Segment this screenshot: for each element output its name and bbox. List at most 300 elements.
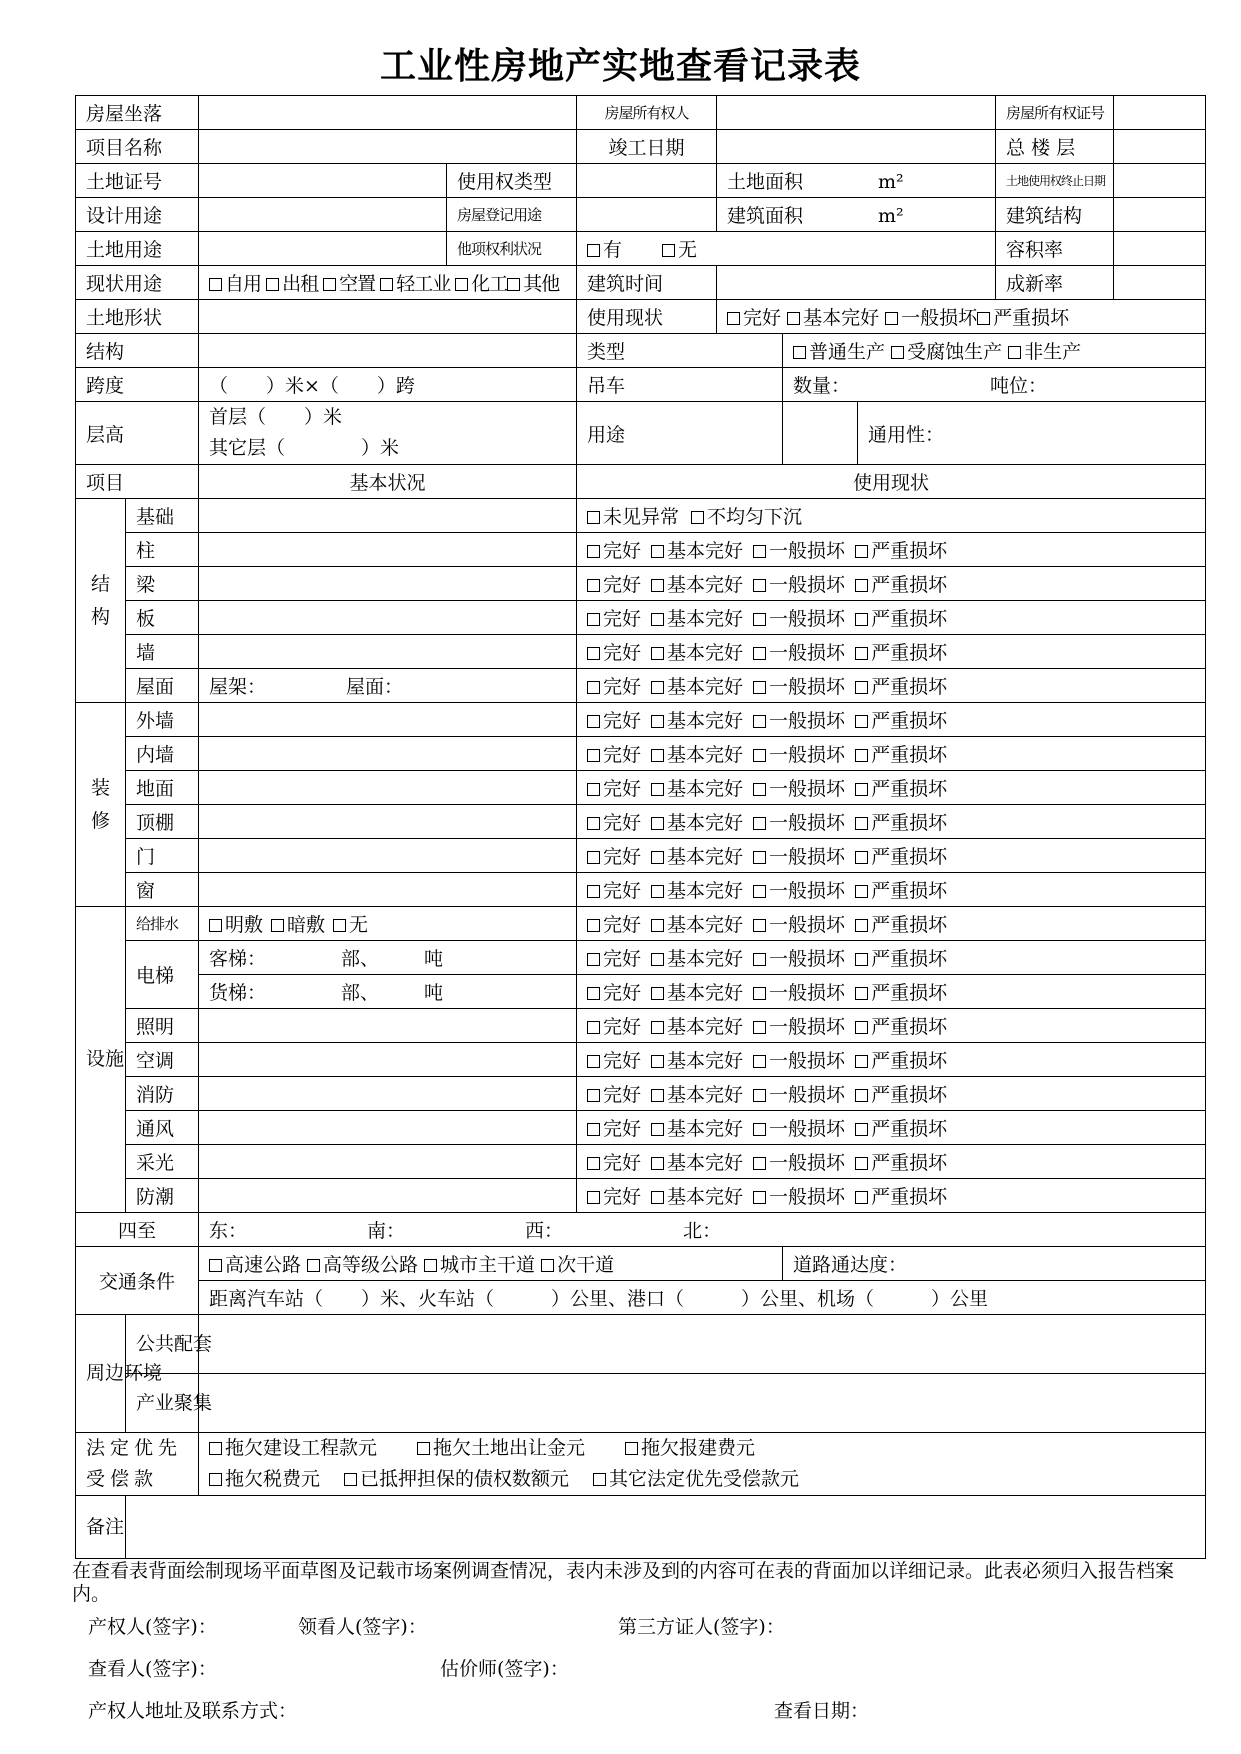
- item-basic-status[interactable]: [199, 737, 577, 771]
- checkbox-option[interactable]: 已抵押担保的债权数额元: [344, 1468, 569, 1490]
- checkbox-option[interactable]: 一般损坏: [753, 1016, 845, 1038]
- item-basic-status[interactable]: [199, 839, 577, 873]
- value-remarks[interactable]: [126, 1496, 1206, 1559]
- checkbox-option[interactable]: 一般损坏: [753, 880, 845, 902]
- checkbox-option[interactable]: 基本完好: [651, 812, 743, 834]
- item-label-decoration: 外墙: [126, 703, 199, 737]
- checkbox-option[interactable]: 严重损坏: [855, 1016, 947, 1038]
- owner-signature[interactable]: 产权人(签字)：: [88, 1616, 217, 1638]
- options-traffic: [199, 1247, 783, 1281]
- checkbox-icon: [587, 919, 600, 932]
- checkbox-icon: [587, 783, 600, 796]
- checkbox-option[interactable]: 其它法定优先受偿款元: [593, 1468, 799, 1490]
- item-basic-status[interactable]: [199, 601, 577, 635]
- checkbox-icon: [787, 312, 800, 325]
- checkbox-icon: [977, 312, 990, 325]
- checkbox-option[interactable]: 完好: [587, 1016, 641, 1038]
- checkbox-icon: [855, 817, 868, 830]
- checkbox-icon: [855, 579, 868, 592]
- condition-options: [577, 1043, 1206, 1077]
- label-completion-date: 竣工日期: [577, 130, 717, 164]
- checkbox-icon: [271, 919, 284, 932]
- checkbox-icon: [855, 783, 868, 796]
- item-basic-status[interactable]: [199, 567, 577, 601]
- checkbox-option[interactable]: 完好: [587, 676, 641, 698]
- witness-signature[interactable]: 第三方证人(签字)：: [618, 1616, 785, 1638]
- checkbox-icon: [855, 1055, 868, 1068]
- checkbox-option[interactable]: 完好: [587, 812, 641, 834]
- checkbox-option[interactable]: 一般损坏: [753, 948, 845, 970]
- label-traffic: 交通条件: [76, 1247, 199, 1315]
- checkbox-icon: [855, 953, 868, 966]
- item-basic-status[interactable]: [199, 499, 577, 533]
- checkbox-option[interactable]: 一般损坏: [753, 710, 845, 732]
- value-land-shape[interactable]: [199, 300, 577, 334]
- checkbox-option[interactable]: 一般损坏: [753, 1152, 845, 1174]
- checkbox-option[interactable]: 基本完好: [651, 676, 743, 698]
- label-usage: 用途: [577, 402, 783, 465]
- checkbox-option[interactable]: 基本完好: [651, 574, 743, 596]
- checkbox-icon: [753, 681, 766, 694]
- value-land-use[interactable]: [199, 232, 447, 266]
- item-basic-status[interactable]: 货梯： 部、 吨: [199, 975, 577, 1009]
- label-boundaries: 四至: [76, 1213, 199, 1247]
- checkbox-option[interactable]: 基本完好: [651, 1084, 743, 1106]
- checkbox-icon: [855, 987, 868, 1000]
- item-basic-status[interactable]: [199, 1009, 577, 1043]
- checkbox-option[interactable]: 完好: [587, 846, 641, 868]
- value-right-type[interactable]: [577, 164, 717, 198]
- label-generality: 通用性：: [858, 402, 1206, 465]
- checkbox-option[interactable]: 严重损坏: [855, 574, 947, 596]
- checkbox-option[interactable]: 一般损坏: [753, 1050, 845, 1072]
- checkbox-icon: [417, 1442, 430, 1455]
- checkbox-option[interactable]: 基本完好: [651, 744, 743, 766]
- condition-options: [577, 1179, 1206, 1213]
- item-basic-status[interactable]: [199, 533, 577, 567]
- checkbox-option[interactable]: 完好: [587, 948, 641, 970]
- road-access[interactable]: 道路通达度：: [783, 1247, 1206, 1281]
- condition-options: [577, 703, 1206, 737]
- label-design-use: 设计用途: [76, 198, 199, 232]
- checkbox-option[interactable]: 其他: [507, 273, 559, 295]
- checkbox-option[interactable]: 轻工业: [380, 273, 450, 295]
- item-basic-status[interactable]: [199, 907, 577, 941]
- item-label-structure: 墙: [126, 635, 199, 669]
- item-label-surrounding: 公共配套: [126, 1315, 199, 1374]
- value-cert-no[interactable]: [1114, 96, 1206, 130]
- item-basic-status[interactable]: [199, 1111, 577, 1145]
- checkbox-option[interactable]: 城市主干道: [424, 1254, 535, 1276]
- checkbox-option[interactable]: 基本完好: [651, 846, 743, 868]
- item-label-facility: 空调: [126, 1043, 199, 1077]
- checkbox-option[interactable]: 基本完好: [651, 880, 743, 902]
- inspector-signature[interactable]: 查看人(签字)：: [88, 1658, 217, 1680]
- checkbox-icon: [651, 1191, 664, 1204]
- checkbox-option[interactable]: 完好: [587, 574, 641, 596]
- checkbox-icon: [587, 1123, 600, 1136]
- section-label-decoration: 装修: [76, 703, 126, 907]
- checkbox-icon: [753, 987, 766, 1000]
- checkbox-option[interactable]: 一般损坏: [753, 744, 845, 766]
- item-label-decoration: 窗: [126, 873, 199, 907]
- label-item-header: 项目: [76, 465, 199, 499]
- checkbox-option[interactable]: 严重损坏: [855, 846, 947, 868]
- label-crane: 吊车: [577, 368, 783, 402]
- checkbox-option[interactable]: 一般损坏: [753, 982, 845, 1004]
- condition-options: [577, 1077, 1206, 1111]
- checkbox-icon: [753, 647, 766, 660]
- checkbox-option[interactable]: 一般损坏: [753, 574, 845, 596]
- unit-sqm: m²: [878, 171, 904, 193]
- checkbox-option[interactable]: 一般损坏: [753, 540, 845, 562]
- checkbox-icon: [651, 1055, 664, 1068]
- checkbox-icon: [855, 545, 868, 558]
- checkbox-icon: [307, 1259, 320, 1272]
- value-project-name[interactable]: [199, 130, 577, 164]
- label-remarks: 备注: [76, 1496, 126, 1559]
- checkbox-icon: [855, 715, 868, 728]
- value-surrounding[interactable]: [199, 1374, 1206, 1433]
- checkbox-option[interactable]: 完好: [727, 307, 781, 329]
- checkbox-icon: [587, 987, 600, 1000]
- checkbox-option[interactable]: 完好: [587, 1152, 641, 1174]
- checkbox-icon: [651, 613, 664, 626]
- item-basic-status[interactable]: [199, 1077, 577, 1111]
- checkbox-option[interactable]: 完好: [587, 914, 641, 936]
- checkbox-option[interactable]: 普通生产: [793, 341, 885, 363]
- checkbox-option[interactable]: 基本完好: [651, 642, 743, 664]
- building-area-cell[interactable]: [717, 198, 996, 232]
- value-distances[interactable]: 距离汽车站（ ）米、火车站（ ）公里、港口（ ）公里、机场（ ）公里: [199, 1281, 1206, 1315]
- condition-options: [577, 567, 1206, 601]
- checkbox-icon: [507, 278, 520, 291]
- condition-options: [577, 1009, 1206, 1043]
- label-land-cert: 土地证号: [76, 164, 199, 198]
- section-label-facility: 设施: [76, 907, 126, 1213]
- label-current-use: 现状用途: [76, 266, 199, 300]
- checkbox-option[interactable]: 一般损坏: [753, 676, 845, 698]
- item-basic-status[interactable]: [199, 1043, 577, 1077]
- checkbox-icon: [587, 511, 600, 524]
- checkbox-option[interactable]: 严重损坏: [855, 642, 947, 664]
- checkbox-option[interactable]: 严重损坏: [855, 1050, 947, 1072]
- checkbox-icon: [587, 817, 600, 830]
- condition-options: [577, 601, 1206, 635]
- checkbox-option[interactable]: 严重损坏: [855, 676, 947, 698]
- checkbox-icon: [424, 1259, 437, 1272]
- value-building-structure[interactable]: [1114, 198, 1206, 232]
- checkbox-option[interactable]: 严重损坏: [855, 710, 947, 732]
- checkbox-option[interactable]: 基本完好: [651, 608, 743, 630]
- checkbox-icon: [380, 278, 393, 291]
- checkbox-option[interactable]: 基本完好: [651, 982, 743, 1004]
- checkbox-option[interactable]: 基本完好: [651, 948, 743, 970]
- value-structure[interactable]: [199, 334, 577, 368]
- condition-options: [577, 805, 1206, 839]
- checkbox-option[interactable]: 拖欠土地出让金元: [417, 1437, 585, 1459]
- checkbox-option[interactable]: 受腐蚀生产: [891, 341, 1002, 363]
- checkbox-icon: [587, 851, 600, 864]
- item-label-structure: 柱: [126, 533, 199, 567]
- checkbox-icon: [753, 715, 766, 728]
- options-current-use: [199, 266, 577, 300]
- options-priority: [199, 1433, 1206, 1496]
- checkbox-icon: [753, 1191, 766, 1204]
- inspect-date[interactable]: 查看日期：: [774, 1700, 870, 1722]
- value-boundaries[interactable]: 东： 南： 西： 北：: [199, 1213, 1206, 1247]
- checkbox-icon: [587, 1157, 600, 1170]
- label-span: 跨度: [76, 368, 199, 402]
- condition-options: [577, 533, 1206, 567]
- item-label-structure: 梁: [126, 567, 199, 601]
- checkbox-option[interactable]: 拖欠报建费元: [625, 1437, 755, 1459]
- checkbox-option[interactable]: 基本完好: [651, 1016, 743, 1038]
- checkbox-icon: [587, 681, 600, 694]
- checkbox-icon: [651, 681, 664, 694]
- checkbox-icon: [753, 613, 766, 626]
- checkbox-icon: [855, 613, 868, 626]
- checkbox-option[interactable]: 一般损坏: [753, 608, 845, 630]
- section-label-surrounding: 周边环境: [76, 1315, 126, 1433]
- checkbox-icon: [651, 715, 664, 728]
- condition-options: [577, 975, 1206, 1009]
- options-type: [783, 334, 1206, 368]
- checkbox-option[interactable]: 高速公路: [209, 1254, 301, 1276]
- checkbox-option[interactable]: 严重损坏: [855, 1118, 947, 1140]
- checkbox-option[interactable]: 严重损坏: [855, 608, 947, 630]
- checkbox-option[interactable]: 一般损坏: [885, 307, 977, 329]
- checkbox-option[interactable]: 无: [333, 914, 368, 936]
- checkbox-option[interactable]: 基本完好: [651, 1050, 743, 1072]
- checkbox-option[interactable]: 空置: [323, 273, 375, 295]
- checkbox-option[interactable]: 未见异常: [587, 506, 679, 528]
- item-label-decoration: 门: [126, 839, 199, 873]
- label-other-rights: 他项权利状况: [447, 232, 577, 266]
- checkbox-option[interactable]: 完好: [587, 540, 641, 562]
- value-newness[interactable]: [1114, 266, 1206, 300]
- checkbox-icon: [587, 545, 600, 558]
- label-building-structure: 建筑结构: [996, 198, 1114, 232]
- label-far: 容积率: [996, 232, 1114, 266]
- value-location[interactable]: [199, 96, 577, 130]
- item-basic-status[interactable]: [199, 635, 577, 669]
- value-total-floors[interactable]: [1114, 130, 1206, 164]
- checkbox-option[interactable]: 基本完好: [651, 1118, 743, 1140]
- checkbox-option[interactable]: 一般损坏: [753, 914, 845, 936]
- item-label-facility: 照明: [126, 1009, 199, 1043]
- checkbox-option[interactable]: 严重损坏: [855, 540, 947, 562]
- checkbox-option[interactable]: 严重损坏: [855, 744, 947, 766]
- checkbox-option[interactable]: 严重损坏: [855, 982, 947, 1004]
- label-newness: 成新率: [996, 266, 1114, 300]
- checkbox-option[interactable]: 基本完好: [787, 307, 879, 329]
- checkbox-option[interactable]: 基本完好: [651, 710, 743, 732]
- checkbox-option[interactable]: 严重损坏: [855, 914, 947, 936]
- checkbox-option[interactable]: 无: [662, 239, 697, 261]
- checkbox-option[interactable]: 一般损坏: [753, 778, 845, 800]
- checkbox-option[interactable]: 完好: [587, 982, 641, 1004]
- condition-options: [577, 941, 1206, 975]
- value-far[interactable]: [1114, 232, 1206, 266]
- guide-signature[interactable]: 领看人(签字)：: [298, 1616, 427, 1638]
- checkbox-option[interactable]: 基本完好: [651, 540, 743, 562]
- checkbox-icon: [753, 783, 766, 796]
- value-build-time[interactable]: [717, 266, 996, 300]
- checkbox-icon: [855, 681, 868, 694]
- checkbox-option[interactable]: 完好: [587, 1186, 641, 1208]
- value-floor-height[interactable]: 首层（ ）米 其它层（ ）米: [199, 402, 577, 465]
- checkbox-icon: [651, 1123, 664, 1136]
- checkbox-icon: [753, 817, 766, 830]
- checkbox-icon: [651, 953, 664, 966]
- checkbox-option[interactable]: 一般损坏: [753, 812, 845, 834]
- checkbox-icon: [651, 579, 664, 592]
- checkbox-option[interactable]: 一般损坏: [753, 1186, 845, 1208]
- checkbox-icon: [1008, 346, 1021, 359]
- checkbox-option[interactable]: 有: [587, 239, 622, 261]
- checkbox-icon: [753, 885, 766, 898]
- item-label-surrounding: 产业聚集: [126, 1374, 199, 1433]
- item-basic-status[interactable]: [199, 1145, 577, 1179]
- checkbox-icon: [855, 1157, 868, 1170]
- checkbox-icon: [323, 278, 336, 291]
- checkbox-option[interactable]: 拖欠税费元: [209, 1468, 320, 1490]
- item-label-facility: 防潮: [126, 1179, 199, 1213]
- item-label-structure: 基础: [126, 499, 199, 533]
- checkbox-option[interactable]: 严重损坏: [977, 307, 1069, 329]
- footer-note: 在查看表背面绘制现场平面草图及记载市场案例调查情况，表内未涉及到的内容可在表的背面加以详细记录。此表必须归入报告档案内。: [72, 1560, 1175, 1605]
- options-other-rights: [577, 232, 996, 266]
- label-land-use: 土地用途: [76, 232, 199, 266]
- checkbox-icon: [651, 1157, 664, 1170]
- checkbox-option[interactable]: 完好: [587, 1050, 641, 1072]
- checkbox-icon: [855, 1123, 868, 1136]
- item-basic-status[interactable]: [199, 703, 577, 737]
- checkbox-option[interactable]: 严重损坏: [855, 948, 947, 970]
- header-usage-status: 使用现状: [577, 465, 1206, 499]
- checkbox-option[interactable]: 完好: [587, 744, 641, 766]
- value-design-use[interactable]: [199, 198, 447, 232]
- checkbox-option[interactable]: 次干道: [541, 1254, 614, 1276]
- owner-contact[interactable]: 产权人地址及联系方式：: [88, 1700, 298, 1722]
- checkbox-icon: [662, 244, 675, 257]
- checkbox-option[interactable]: 一般损坏: [753, 1084, 845, 1106]
- checkbox-option[interactable]: 严重损坏: [855, 812, 947, 834]
- condition-options: [577, 839, 1206, 873]
- checkbox-option[interactable]: 出租: [266, 273, 318, 295]
- checkbox-option[interactable]: 一般损坏: [753, 642, 845, 664]
- checkbox-icon: [855, 1191, 868, 1204]
- checkbox-option[interactable]: 基本完好: [651, 1152, 743, 1174]
- checkbox-icon: [855, 647, 868, 660]
- checkbox-icon: [209, 1442, 222, 1455]
- checkbox-option[interactable]: 基本完好: [651, 778, 743, 800]
- crane-details[interactable]: 数量： 吨位：: [783, 368, 1206, 402]
- checkbox-icon: [209, 1473, 222, 1486]
- value-completion-date[interactable]: [717, 130, 996, 164]
- checkbox-icon: [753, 953, 766, 966]
- checkbox-icon: [587, 1191, 600, 1204]
- condition-options: [577, 771, 1206, 805]
- item-basic-status[interactable]: [199, 873, 577, 907]
- checkbox-icon: [651, 851, 664, 864]
- checkbox-option[interactable]: 完好: [587, 778, 641, 800]
- checkbox-icon: [587, 885, 600, 898]
- checkbox-option[interactable]: 不均匀下沉: [691, 506, 802, 528]
- condition-options: [577, 635, 1206, 669]
- item-basic-status[interactable]: 屋架： 屋面：: [199, 669, 577, 703]
- checkbox-option[interactable]: 非生产: [1008, 341, 1081, 363]
- item-basic-status[interactable]: [199, 771, 577, 805]
- checkbox-option[interactable]: 化工: [455, 273, 507, 295]
- checkbox-option[interactable]: 基本完好: [651, 1186, 743, 1208]
- land-area-cell[interactable]: [717, 164, 996, 198]
- value-usage[interactable]: [783, 402, 858, 465]
- checkbox-option[interactable]: 自用: [209, 273, 261, 295]
- checkbox-option[interactable]: 完好: [587, 608, 641, 630]
- item-label-decoration: 地面: [126, 771, 199, 805]
- checkbox-option[interactable]: 一般损坏: [753, 846, 845, 868]
- checkbox-option[interactable]: 一般损坏: [753, 1118, 845, 1140]
- appraiser-signature[interactable]: 估价师(签字)：: [440, 1658, 569, 1680]
- checkbox-option[interactable]: 严重损坏: [855, 778, 947, 800]
- value-land-cert[interactable]: [199, 164, 447, 198]
- checkbox-option[interactable]: 严重损坏: [855, 1084, 947, 1106]
- checkbox-icon: [651, 783, 664, 796]
- item-basic-status[interactable]: 客梯： 部、 吨: [199, 941, 577, 975]
- value-owner[interactable]: [717, 96, 996, 130]
- label-location: 房屋坐落: [76, 96, 199, 130]
- value-surrounding[interactable]: [199, 1315, 1206, 1374]
- checkbox-icon: [753, 1055, 766, 1068]
- checkbox-icon: [855, 1089, 868, 1102]
- checkbox-option[interactable]: 高等级公路: [307, 1254, 418, 1276]
- item-basic-status[interactable]: [199, 805, 577, 839]
- checkbox-option[interactable]: 明敷: [209, 914, 263, 936]
- checkbox-option[interactable]: 基本完好: [651, 914, 743, 936]
- checkbox-icon: [891, 346, 904, 359]
- checkbox-icon: [209, 278, 222, 291]
- checkbox-option[interactable]: 完好: [587, 1118, 641, 1140]
- item-label-structure: 板: [126, 601, 199, 635]
- checkbox-icon: [541, 1259, 554, 1272]
- checkbox-icon: [753, 851, 766, 864]
- value-reg-use[interactable]: [577, 198, 717, 232]
- checkbox-icon: [625, 1442, 638, 1455]
- item-label-facility: 给排水: [126, 907, 199, 941]
- label-land-right-end: 土地使用权终止日期: [996, 164, 1114, 198]
- label-cert-no: 房屋所有权证号: [996, 96, 1114, 130]
- checkbox-option[interactable]: 完好: [587, 1084, 641, 1106]
- checkbox-option[interactable]: 严重损坏: [855, 1152, 947, 1174]
- item-basic-status[interactable]: [199, 1179, 577, 1213]
- value-land-right-end[interactable]: [1114, 164, 1206, 198]
- checkbox-option[interactable]: 暗敷: [271, 914, 325, 936]
- section-label-structure: 结构: [76, 499, 126, 703]
- checkbox-option[interactable]: 拖欠建设工程款元: [209, 1437, 377, 1459]
- checkbox-option[interactable]: 严重损坏: [855, 880, 947, 902]
- checkbox-icon: [753, 919, 766, 932]
- checkbox-option[interactable]: 完好: [587, 642, 641, 664]
- checkbox-icon: [753, 749, 766, 762]
- checkbox-icon: [651, 545, 664, 558]
- value-span[interactable]: （ ）米×（ ）跨: [199, 368, 577, 402]
- checkbox-option[interactable]: 完好: [587, 880, 641, 902]
- checkbox-option[interactable]: 严重损坏: [855, 1186, 947, 1208]
- condition-options: [577, 1145, 1206, 1179]
- checkbox-option[interactable]: 完好: [587, 710, 641, 732]
